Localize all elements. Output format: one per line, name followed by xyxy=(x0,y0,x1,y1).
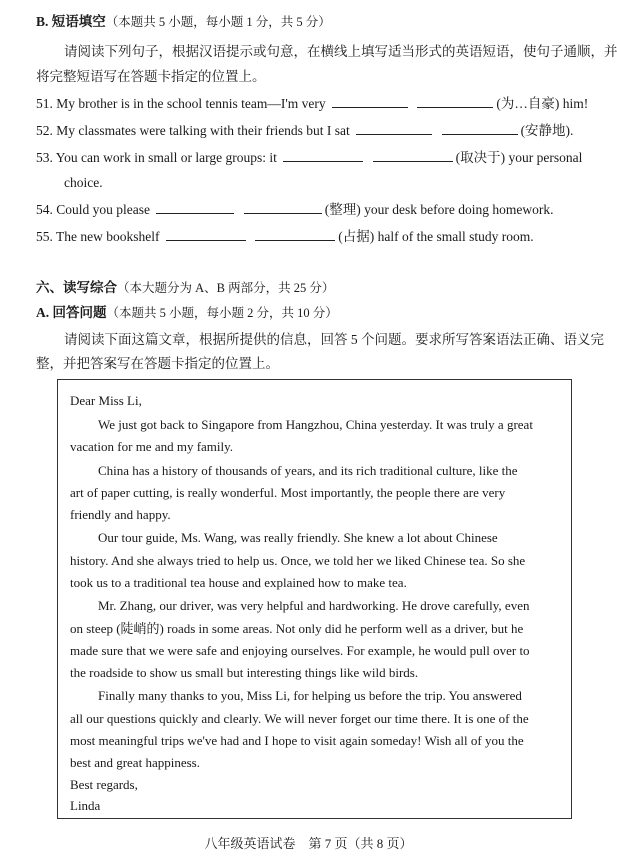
q54-text: 54. Could you please xyxy=(36,202,150,217)
section-b-heading xyxy=(36,13,603,31)
q51-hint: (为…自豪) him! xyxy=(496,96,589,111)
question-53 xyxy=(36,149,603,167)
q51-blank-1[interactable] xyxy=(332,95,408,108)
letter-closing: Best regards, xyxy=(70,777,138,792)
q54-blank-1[interactable] xyxy=(156,201,234,214)
part-a-heading xyxy=(36,304,603,322)
letter-line: most meaningful trips we've had and I hope to visit again someday! Wish all of you the xyxy=(70,733,524,748)
q52-blank-2[interactable] xyxy=(442,122,518,135)
q55-text: 55. The new bookshelf xyxy=(36,229,160,244)
q52-hint: (安静地). xyxy=(520,123,574,138)
letter-line: friendly and happy. xyxy=(70,507,171,522)
q53-hint: (取决于) your personal xyxy=(455,150,583,165)
q53-text: 53. You can work in small or large groups: it xyxy=(36,150,277,165)
q51-blank-2[interactable] xyxy=(417,95,493,108)
section-b-instruction-2: 将完整短语写在答题卡指定的位置上。 xyxy=(36,69,266,84)
q54-hint: (整理) your desk before doing homework. xyxy=(324,202,554,217)
part-a-title: A. 回答问题 xyxy=(36,305,107,320)
letter-passage-box xyxy=(57,379,572,819)
q53-blank-2[interactable] xyxy=(373,149,453,162)
part-a-instruction-1: 请阅读下面这篇文章，根据所提供的信息，回答 5 个问题。要求所写答案语法正确、语义完 xyxy=(64,332,604,347)
part-a-instruction-2: 整，并把答案写在答题卡指定的位置上。 xyxy=(36,356,279,371)
q52-text: 52. My classmates were talking with their friends but I sat xyxy=(36,123,350,138)
q52-blank-1[interactable] xyxy=(356,122,432,135)
question-54 xyxy=(36,201,603,219)
letter-line: took us to a traditional tea house and explained how to make tea. xyxy=(70,575,407,590)
page-footer: 八年级英语试卷 第 7 页（共 8 页） xyxy=(204,836,413,851)
q55-blank-1[interactable] xyxy=(166,228,246,241)
letter-line: on steep (陡峭的) roads in some areas. Not only did he perform well as a driver, but he xyxy=(70,621,524,636)
section-b-instruction-1: 请阅读下列句子，根据汉语提示或句意，在横线上填写适当形式的英语短语，使句子通顺，并 xyxy=(64,44,617,59)
q55-blank-2[interactable] xyxy=(255,228,335,241)
letter-line: art of paper cutting, is really wonderful. Most importantly, the people there are very xyxy=(70,485,506,500)
letter-line: Our tour guide, Ms. Wang, was really friendly. She knew a lot about Chinese xyxy=(98,530,498,545)
letter-line: the roadside to show us small but interesting things like wild birds. xyxy=(70,665,419,680)
section-b-note: （本题共 5 小题，每小题 1 分，共 5 分） xyxy=(105,15,331,29)
q53-continuation: choice. xyxy=(64,175,103,190)
letter-signature: Linda xyxy=(70,798,101,813)
letter-line: China has a history of thousands of years, and its rich traditional culture, like the xyxy=(98,463,518,478)
question-55 xyxy=(36,228,603,246)
question-52 xyxy=(36,122,603,140)
letter-line: Finally many thanks to you, Miss Li, for helping us before the trip. You answered xyxy=(98,688,522,703)
section-6-note: （本大题分为 A、B 两部分，共 25 分） xyxy=(117,281,335,295)
section-6-title: 六、读写综合 xyxy=(36,280,117,295)
letter-line: We just got back to Singapore from Hangzhou, China yesterday. It was truly a great xyxy=(98,417,533,432)
letter-line: best and great happiness. xyxy=(70,755,200,770)
part-a-note: （本题共 5 小题，每小题 2 分，共 10 分） xyxy=(106,306,338,320)
letter-line: all our questions quickly and clearly. We will never forget our time there. It is one of the xyxy=(70,711,529,726)
q55-hint: (占据) half of the small study room. xyxy=(338,229,534,244)
q54-blank-2[interactable] xyxy=(244,201,322,214)
section-b-title: B. 短语填空 xyxy=(36,14,106,29)
letter-greeting: Dear Miss Li, xyxy=(70,393,142,408)
letter-line: Mr. Zhang, our driver, was very helpful and hardworking. He drove carefully, even xyxy=(98,598,530,613)
letter-line: vacation for me and my family. xyxy=(70,439,234,454)
q51-text: 51. My brother is in the school tennis team—I'm very xyxy=(36,96,326,111)
letter-line: history. And she always tried to help us. Once, we told her we liked Chinese tea. So she xyxy=(70,553,526,568)
letter-line: made sure that we were safe and enjoying ourselves. For example, he would pull over to xyxy=(70,643,530,658)
section-6-heading xyxy=(36,279,603,297)
q53-blank-1[interactable] xyxy=(283,149,363,162)
question-51 xyxy=(36,95,603,113)
